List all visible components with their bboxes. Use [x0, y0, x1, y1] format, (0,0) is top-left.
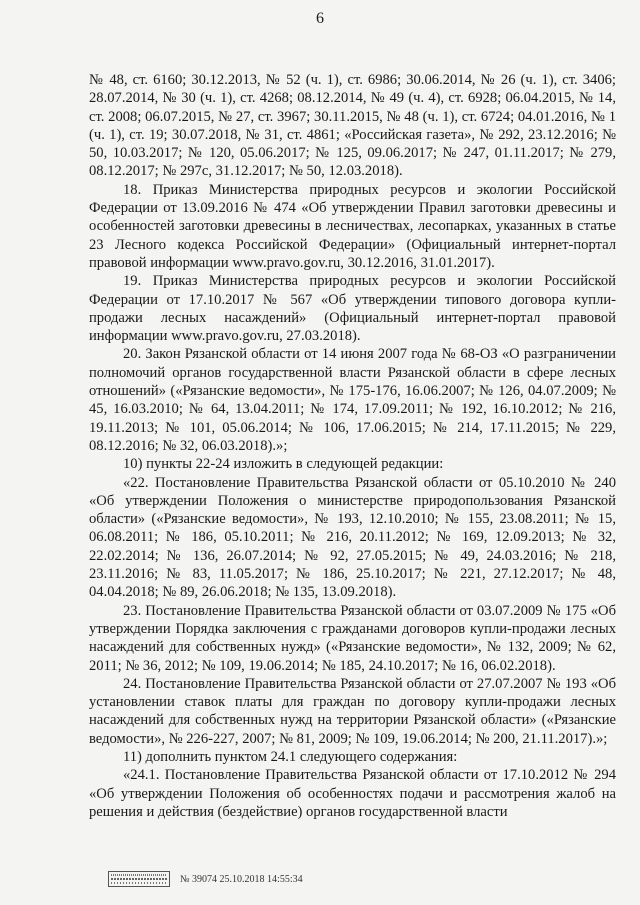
registration-code: № 39074 25.10.2018 14:55:34 — [180, 873, 303, 885]
registry-stamp-icon — [108, 871, 170, 887]
paragraph-instruction-10: 10) пункты 22-24 изложить в следующей редакции: — [123, 456, 444, 473]
paragraph-item-24: 24. Постановление Правительства Рязанской области от 27.07.2007 № 193 «Об установлении ставок платы для граждан по договору купли-продажи лесных насаждений для собственных нужд на территории Рязанской области» («Рязанские ведомости», № 226-227, 2007; № 81, 2009; № 109, 19.06.2014; № 200, 21.11.2017).»; — [89, 675, 616, 747]
paragraph-item-20: 20. Закон Рязанской области от 14 июня 2007 года № 68-ОЗ «О разграничении полномочий органов государственной власти Рязанской области в сфере лесных отношений» («Рязанские ведомости», № 175-176, 16.06.2007; № 126, 04.07.2009; № 45, 16.03.2010; № 64, 13.04.2011; № 174, 17.09.2011; № 192, 16.10.2012; № 216, 19.11.2013; № 101, 05.06.2014; № 106, 17.06.2015; № 214, 17.11.2015; № 229, 08.12.2016; № 32, 06.03.2018).»; — [89, 346, 616, 454]
paragraph-continued: № 48, ст. 6160; 30.12.2013, № 52 (ч. 1), ст. 6986; 30.06.2014, № 26 (ч. 1), ст. 3406; 28.07.2014, № 30 (ч. 1), ст. 4268; 08.12.2014, № 49 (ч. 4), ст. 6928; 06.04.2015, № 14, ст. 2008; 06.07.2015, № 27, ст. 3967; 30.11.2015, № 48 (ч. 1), ст. 6724; 04.01.2016, № 1 (ч. 1), ст. 19; 30.07.2018, № 31, ст. 4861; «Российская газета», № 292, 23.12.2016; № 50, 10.03.2017; № 120, 05.06.2017; № 125, 09.06.2017; № 247, 01.11.2017; № 279, 08.12.2017; № 297с, 31.12.2017; № 50, 12.03.2018). — [89, 72, 616, 180]
paragraph-instruction-11: 11) дополнить пунктом 24.1 следующего содержания: — [123, 748, 458, 765]
paragraph-item-24-1: «24.1. Постановление Правительства Рязанской области от 17.10.2012 № 294 «Об утверждении Положения об особенностях подачи и рассмотрения жалоб на решения и действия (бездействие) органов государственной власти — [89, 767, 616, 820]
footer — [108, 871, 303, 887]
paragraph-item-23: 23. Постановление Правительства Рязанской области от 03.07.2009 № 175 «Об утверждении Порядка заключения с гражданами договоров купли-продажи лесных насаждений для собственных нужд» («Рязанские ведомости», № 132, 2009; № 62, 2011; № 36, 2012; № 109, 19.06.2014; № 185, 24.10.2017; № 16, 06.02.2018). — [89, 602, 616, 674]
document-body — [89, 71, 616, 821]
page-number: 6 — [316, 10, 324, 27]
paragraph-item-22: «22. Постановление Правительства Рязанской области от 05.10.2010 № 240 «Об утверждении Положения о министерстве природопользования Рязанской области» («Рязанские ведомости», № 193, 12.10.2010; № 155, 23.08.2011; № 15, 06.08.2011; № 186, 05.10.2011; № 216, 20.11.2012; № 169, 12.09.2013; № 32, 22.02.2014; № 136, 26.07.2014; № 92, 27.05.2015; № 49, 24.03.2016; № 218, 23.11.2016; № 83, 11.05.2017; № 186, 25.10.2017; № 221, 27.12.2017; № 48, 04.04.2018; № 89, 26.06.2018; № 135, 13.09.2018). — [89, 474, 616, 601]
paragraph-item-19: 19. Приказ Министерства природных ресурсов и экологии Российской Федерации от 17.10.2017 № 567 «Об утверждении типового договора купли-продажи лесных насаждений» (Официальный интернет-портал правовой информации www.pravo.gov.ru, 27.03.2018). — [89, 273, 616, 345]
paragraph-item-18: 18. Приказ Министерства природных ресурсов и экологии Российской Федерации от 13.09.2016 № 474 «Об утверждении Правил заготовки древесины и особенностей заготовки древесины в лесничествах, лесопарках, указанных в статье 23 Лесного кодекса Российской Федерации» (Официальный интернет-портал правовой информации www.pravo.gov.ru, 30.12.2016, 31.01.2017). — [89, 181, 616, 271]
